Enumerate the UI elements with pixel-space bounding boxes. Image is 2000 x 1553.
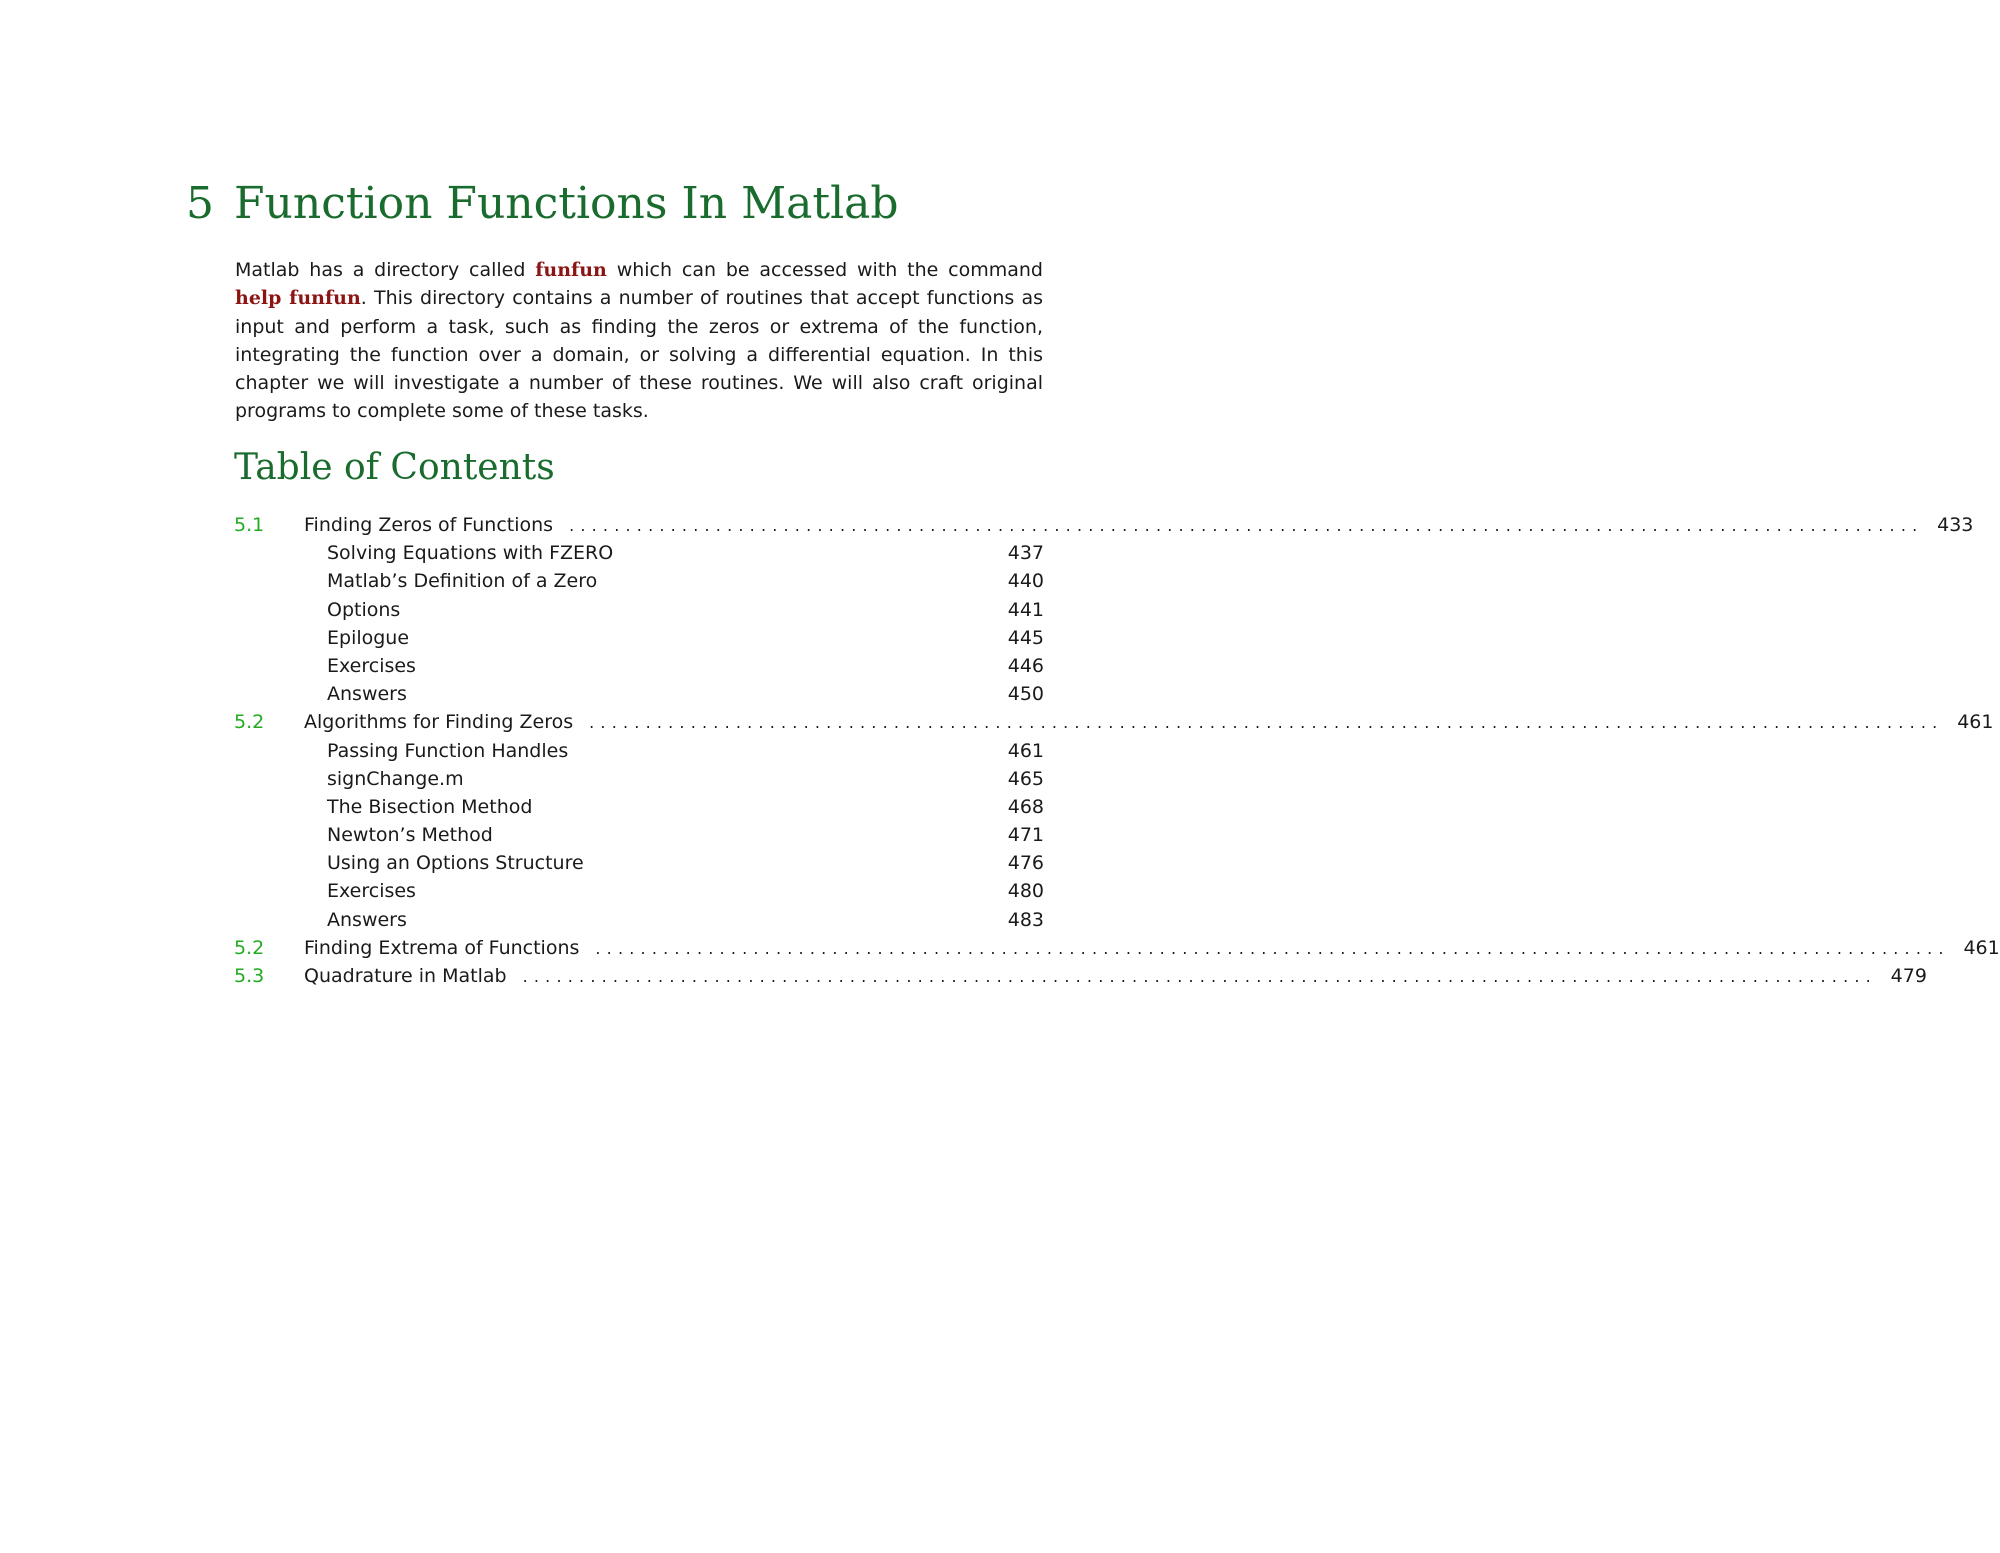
toc-entry-title: Matlab’s Definition of a Zero bbox=[327, 570, 598, 593]
toc-entry-title: Solving Equations with FZERO bbox=[327, 542, 614, 565]
toc-page-number: 471 bbox=[1007, 824, 1044, 847]
toc-page-number: 450 bbox=[1007, 683, 1044, 706]
toc-subsection-entry[interactable] bbox=[234, 624, 1044, 652]
intro-text-2: which can be accessed with the command bbox=[606, 259, 1043, 281]
toc-subsection-entry[interactable] bbox=[234, 821, 1044, 849]
intro-paragraph bbox=[235, 256, 1043, 426]
toc-page-number: 480 bbox=[1007, 880, 1044, 903]
toc-subsection-entry[interactable] bbox=[234, 849, 1044, 877]
toc-entry-title: The Bisection Method bbox=[327, 795, 533, 818]
toc-entry-title: Options bbox=[327, 598, 401, 621]
toc-entry-title: Passing Function Handles bbox=[327, 739, 569, 762]
table-of-contents bbox=[234, 511, 2000, 990]
toc-page-number: 461 bbox=[1963, 936, 2000, 959]
toc-page-number: 461 bbox=[1957, 711, 1994, 734]
intro-text-1: Matlab has a directory called bbox=[235, 259, 536, 281]
toc-heading: Table of Contents bbox=[234, 447, 555, 488]
toc-subsection-entry[interactable] bbox=[234, 765, 1044, 793]
toc-section-number: 5.2 bbox=[234, 711, 265, 734]
help-funfun-command: help funfun bbox=[235, 287, 361, 310]
toc-section-entry[interactable] bbox=[234, 962, 1927, 990]
toc-leader-dots: ........................................................................................................................ bbox=[522, 967, 1877, 986]
toc-entry-title: Answers bbox=[327, 683, 407, 706]
toc-entry-title: Finding Extrema of Functions bbox=[304, 936, 580, 959]
toc-entry-title: Epilogue bbox=[327, 626, 410, 649]
toc-entry-title: Exercises bbox=[327, 880, 416, 903]
toc-subsection-entry[interactable] bbox=[234, 539, 1044, 567]
toc-entry-title: Newton’s Method bbox=[327, 824, 493, 847]
toc-entry-title: Finding Zeros of Functions bbox=[304, 514, 554, 536]
toc-entry-title: Exercises bbox=[327, 654, 416, 677]
toc-page-number: 445 bbox=[1007, 626, 1044, 649]
toc-section-entry[interactable] bbox=[234, 511, 1974, 539]
toc-page-number: 483 bbox=[1007, 908, 1044, 931]
toc-leader-dots: ........................................................................................................................ bbox=[569, 516, 1924, 535]
toc-section-number: 5.1 bbox=[234, 514, 265, 536]
toc-leader-dots: ........................................................................................................................ bbox=[589, 713, 1944, 733]
toc-section-entry[interactable] bbox=[234, 708, 1994, 736]
toc-section-number: 5.3 bbox=[234, 965, 265, 987]
funfun-command: funfun bbox=[535, 259, 607, 281]
toc-subsection-entry[interactable] bbox=[234, 793, 1044, 821]
toc-page-number: 479 bbox=[1890, 965, 1927, 987]
toc-entry-title: Using an Options Structure bbox=[327, 852, 584, 875]
toc-page-number: 476 bbox=[1007, 852, 1044, 875]
toc-section-number: 5.2 bbox=[234, 936, 265, 959]
toc-entry-title: signChange.m bbox=[327, 767, 464, 790]
toc-entry-title: Algorithms for Finding Zeros bbox=[304, 711, 574, 734]
toc-subsection-entry[interactable] bbox=[234, 906, 1044, 934]
toc-subsection-entry[interactable] bbox=[234, 737, 1044, 765]
toc-subsection-entry[interactable] bbox=[234, 652, 1044, 680]
intro-text-3: . This directory contains a number of routines that accept functions as input and perform a task, such as finding the zeros or extrema of the function, integrating the function over a domain, or solving a differential equation. In this chapter we will investigate a number of these routines. We will also craft original programs to complete some of these tasks. bbox=[235, 287, 1044, 423]
toc-page-number: 433 bbox=[1937, 514, 1974, 536]
toc-page-number: 461 bbox=[1007, 739, 1044, 762]
toc-page-number: 465 bbox=[1007, 767, 1044, 790]
toc-page-number: 441 bbox=[1007, 598, 1044, 621]
toc-page-number: 446 bbox=[1007, 654, 1044, 677]
toc-entry-title: Quadrature in Matlab bbox=[304, 965, 507, 987]
toc-page-number: 440 bbox=[1007, 570, 1044, 593]
chapter-title bbox=[186, 174, 899, 234]
toc-subsection-entry[interactable] bbox=[234, 680, 1044, 708]
toc-page-number: 468 bbox=[1007, 795, 1044, 818]
toc-leader-dots: ........................................................................................................................ bbox=[595, 938, 1950, 958]
chapter-number: 5 bbox=[186, 178, 214, 229]
toc-subsection-entry[interactable] bbox=[234, 596, 1044, 624]
toc-page-number: 437 bbox=[1007, 542, 1044, 565]
toc-subsection-entry[interactable] bbox=[234, 567, 1044, 595]
toc-section-entry[interactable] bbox=[234, 934, 2000, 962]
chapter-title-text: Function Functions In Matlab bbox=[234, 178, 899, 229]
toc-subsection-entry[interactable] bbox=[234, 877, 1044, 905]
toc-entry-title: Answers bbox=[327, 908, 407, 931]
